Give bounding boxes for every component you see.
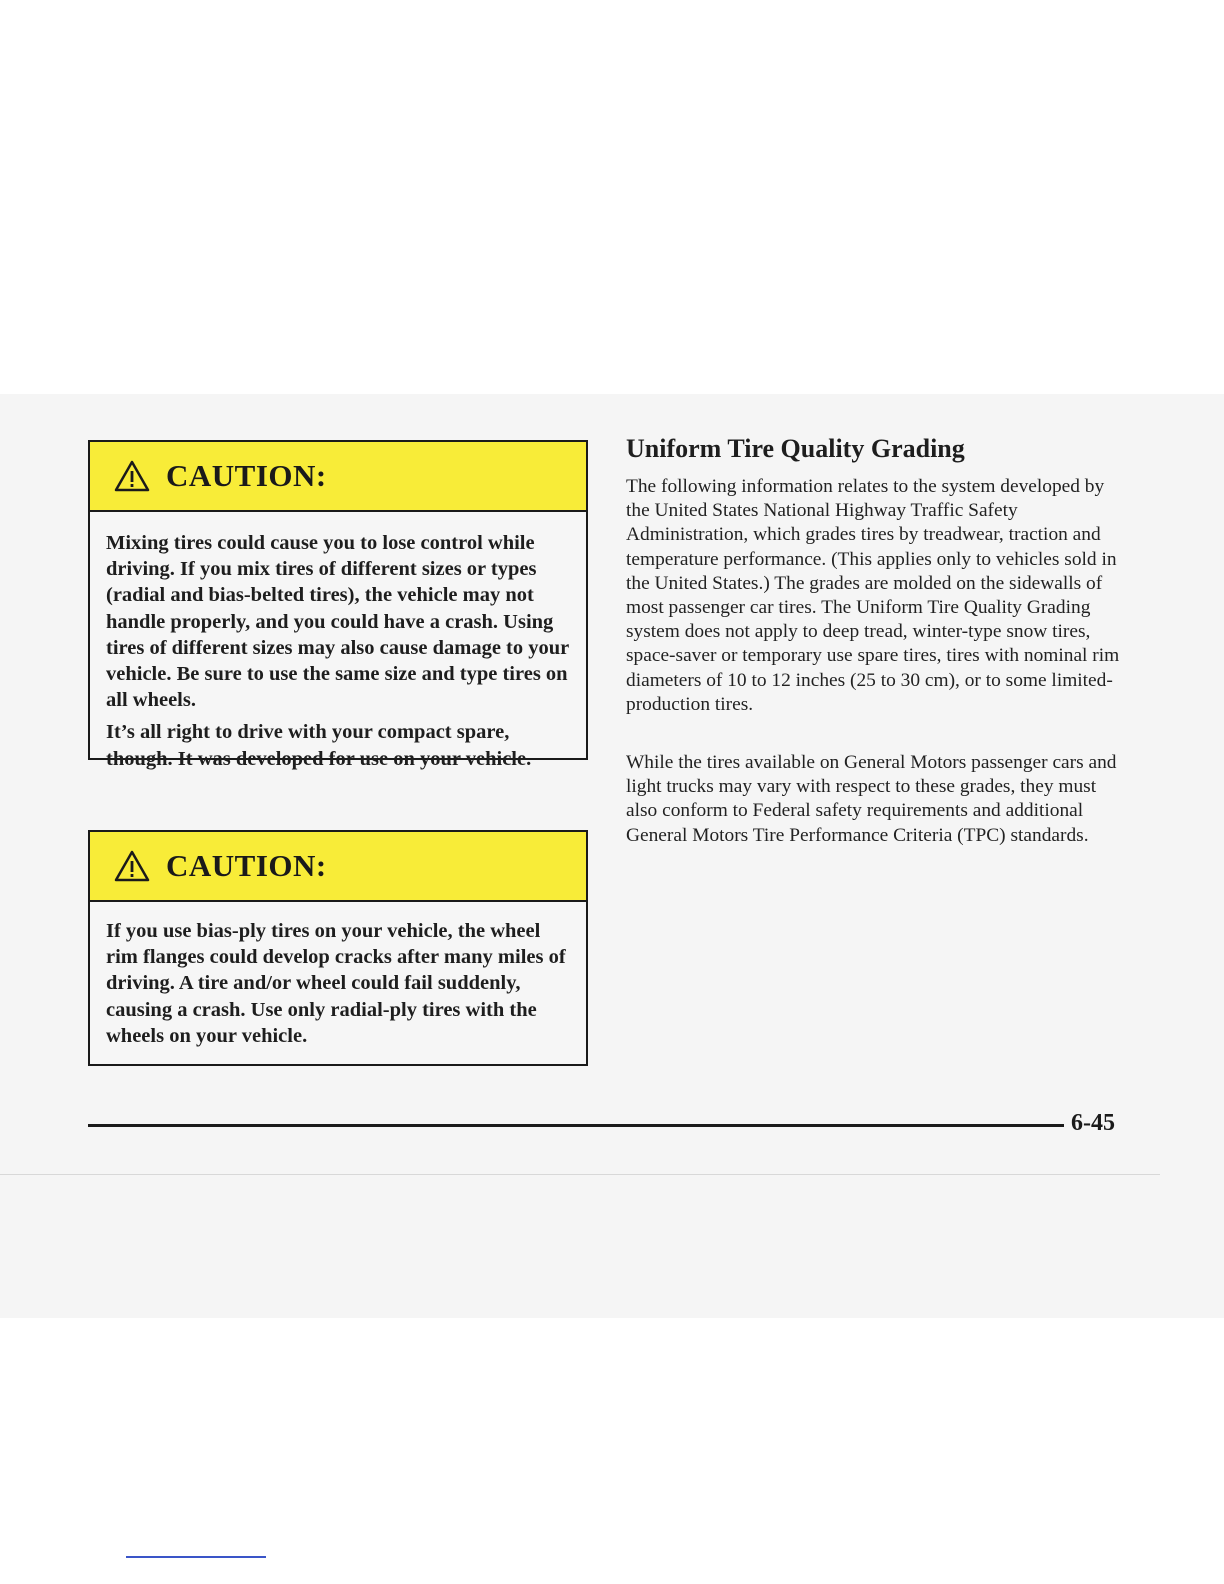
warning-triangle-icon — [114, 850, 150, 882]
caution-paragraph: It’s all right to drive with your compact spare, though. It was developed for use on your vehicle. — [106, 721, 532, 770]
body-paragraph: While the tires available on General Motors passenger cars and light trucks may vary with respect to these grades, they must also conform to Federal safety requirements and additional General Motors Tire Performance Criteria (TPC) standards. — [626, 752, 1117, 846]
caution-title: CAUTION: — [166, 458, 327, 493]
page-number: 6-45 — [1071, 1110, 1115, 1136]
caution-header — [90, 832, 586, 902]
footer-divider — [88, 1124, 1064, 1127]
section-title: Uniform Tire Quality Grading — [626, 434, 965, 463]
body-paragraph: The following information relates to the system developed by the United States National Highway Traffic Safety Administration, which grades tires by treadwear, traction and temperature performance. (This applies only to vehicles sold in the United States.) The grades are molded on the sidewalls of most passenger car tires. The Uniform Tire Quality Grading system does not apply to deep tread, winter-type snow tires, space-saver or temporary use spare tires, tires with nominal rim diameters of 10 to 12 inches (25 to 30 cm), or to some limited-production tires. — [626, 476, 1120, 715]
caution-body — [90, 902, 586, 1049]
caution-paragraph: If you use bias-ply tires on your vehicle, the wheel rim flanges could develop cracks after many miles of driving. A tire and/or wheel could fail suddenly, causing a crash. Use only radial-ply tires with the wheels on your vehicle. — [106, 920, 566, 1047]
warning-triangle-icon — [114, 460, 150, 492]
caution-box-bias-ply-tires — [88, 830, 588, 1066]
scan-edge-line — [0, 1174, 1160, 1175]
bottom-accent-line — [126, 1556, 266, 1558]
caution-box-mixing-tires — [88, 440, 588, 770]
caution-body — [90, 512, 586, 772]
caution-paragraph: Mixing tires could cause you to lose control while driving. If you mix tires of different sizes or types (radial and bias-belted tires), the vehicle may not handle properly, and you could have a crash. Using tires of different sizes may also cause damage to your vehicle. Be sure to use the same size and type tires on all wheels. — [106, 532, 569, 712]
caution-title: CAUTION: — [166, 848, 327, 883]
caution-header — [90, 442, 586, 512]
